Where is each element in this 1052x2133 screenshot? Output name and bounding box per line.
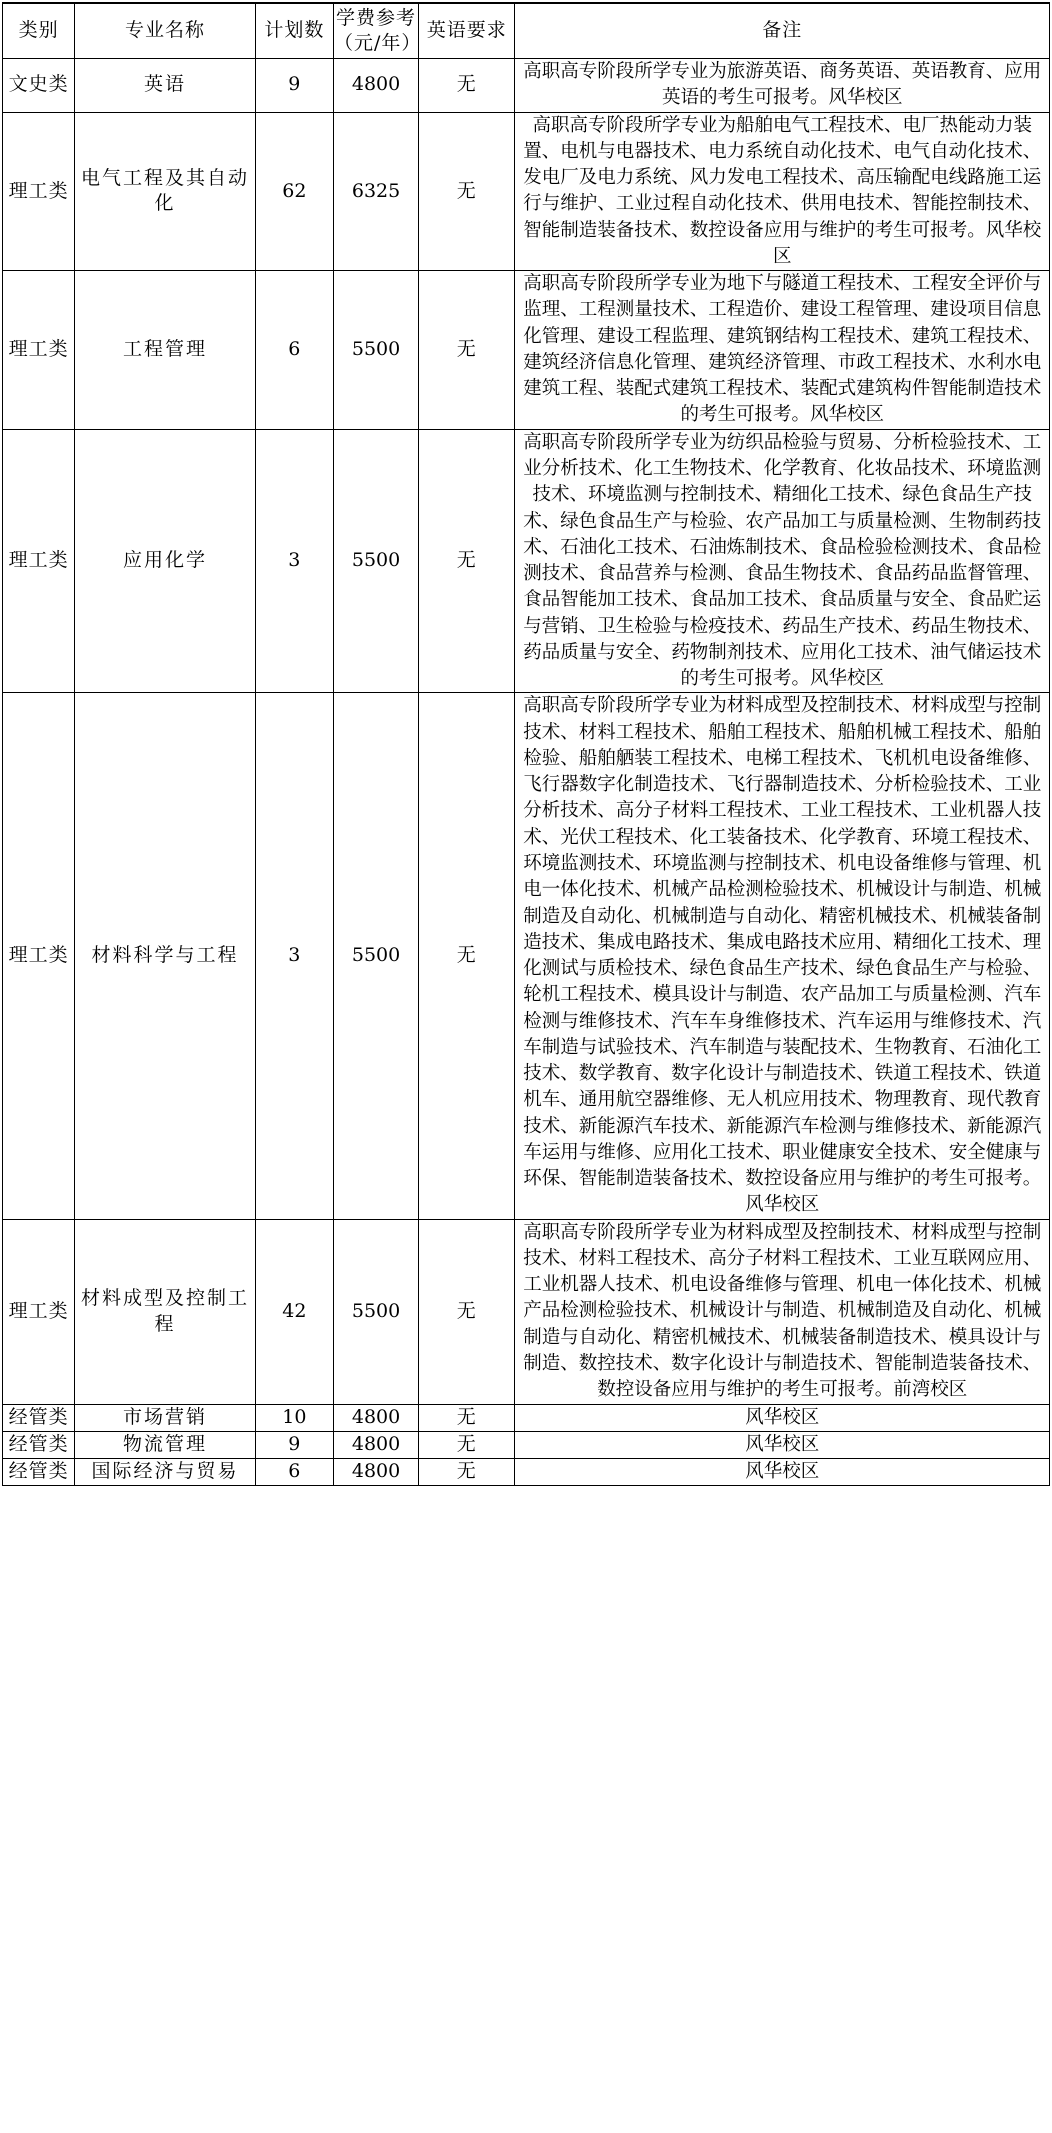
cell-category: 理工类 <box>3 693 75 1219</box>
cell-major: 材料科学与工程 <box>75 693 256 1219</box>
cell-tuition: 5500 <box>333 693 418 1219</box>
cell-remark: 高职高专阶段所学专业为船舶电气工程技术、电厂热能动力装置、电机与电器技术、电力系统自动化技术、电气自动化技术、发电厂及电力系统、风力发电工程技术、高压输配电线路施工运行与维护、工业过程自动化技术、供用电技术、智能控制技术、智能制造装备技术、数控设备应用与维护的考生可报考。风华校区 <box>515 112 1050 271</box>
table-row <box>3 1219 1050 1404</box>
cell-english: 无 <box>419 429 515 693</box>
cell-major: 工程管理 <box>75 271 256 430</box>
cell-english: 无 <box>419 1404 515 1431</box>
cell-english: 无 <box>419 1459 515 1486</box>
cell-plan: 9 <box>255 1431 333 1458</box>
cell-english: 无 <box>419 112 515 271</box>
column-header-remark: 备注 <box>515 3 1050 59</box>
table-row <box>3 1431 1050 1458</box>
cell-remark: 高职高专阶段所学专业为纺织品检验与贸易、分析检验技术、工业分析技术、化工生物技术、化学教育、化妆品技术、环境监测技术、环境监测与控制技术、精细化工技术、绿色食品生产技术、绿色食品生产与检验、农产品加工与质量检测、生物制药技术、石油化工技术、石油炼制技术、食品检验检测技术、食品检测技术、食品营养与检测、食品生物技术、食品药品监督管理、食品智能加工技术、食品加工技术、食品质量与安全、食品贮运与营销、卫生检验与检疫技术、药品生产技术、药品生物技术、药品质量与安全、药物制剂技术、应用化工技术、油气储运技术的考生可报考。风华校区 <box>515 429 1050 693</box>
cell-category: 理工类 <box>3 429 75 693</box>
table-row <box>3 1459 1050 1486</box>
table-row <box>3 271 1050 430</box>
column-header-plan: 计划数 <box>255 3 333 59</box>
column-header-major: 专业名称 <box>75 3 256 59</box>
table-header <box>3 3 1050 59</box>
table-row <box>3 693 1050 1219</box>
table-body <box>3 59 1050 1486</box>
cell-category: 经管类 <box>3 1404 75 1431</box>
cell-major: 市场营销 <box>75 1404 256 1431</box>
cell-remark: 高职高专阶段所学专业为地下与隧道工程技术、工程安全评价与监理、工程测量技术、工程造价、建设工程管理、建设项目信息化管理、建设工程监理、建筑钢结构工程技术、建筑工程技术、建筑经济信息化管理、建筑经济管理、市政工程技术、水利水电建筑工程、装配式建筑工程技术、装配式建筑构件智能制造技术的考生可报考。风华校区 <box>515 271 1050 430</box>
cell-tuition: 4800 <box>333 1459 418 1486</box>
column-header-tuition <box>333 3 422 59</box>
column-header-english: 英语要求 <box>419 3 515 59</box>
cell-plan: 42 <box>255 1219 333 1404</box>
cell-major: 材料成型及控制工程 <box>75 1219 256 1404</box>
table-row <box>3 59 1050 113</box>
table-row <box>3 429 1050 693</box>
cell-category: 经管类 <box>3 1431 75 1458</box>
cell-remark: 风华校区 <box>515 1459 1050 1486</box>
cell-english: 无 <box>419 693 515 1219</box>
cell-english: 无 <box>419 1219 515 1404</box>
column-header-tuition-line2: （元/年） <box>333 32 422 54</box>
cell-tuition: 4800 <box>333 59 418 113</box>
cell-remark: 高职高专阶段所学专业为旅游英语、商务英语、英语教育、应用英语的考生可报考。风华校区 <box>515 59 1050 113</box>
cell-remark: 风华校区 <box>515 1404 1050 1431</box>
cell-tuition: 6325 <box>333 112 418 271</box>
cell-major: 电气工程及其自动化 <box>75 112 256 271</box>
cell-plan: 62 <box>255 112 333 271</box>
cell-remark: 高职高专阶段所学专业为材料成型及控制技术、材料成型与控制技术、材料工程技术、高分子材料工程技术、工业互联网应用、工业机器人技术、机电设备维修与管理、机电一体化技术、机械产品检测检验技术、机械设计与制造、机械制造及自动化、机械制造与自动化、精密机械技术、机械装备制造技术、模具设计与制造、数控技术、数字化设计与制造技术、智能制造装备技术、数控设备应用与维护的考生可报考。前湾校区 <box>515 1219 1050 1404</box>
column-header-tuition-line1: 学费参考 <box>336 7 417 30</box>
cell-category: 文史类 <box>3 59 75 113</box>
cell-plan: 9 <box>255 59 333 113</box>
cell-plan: 6 <box>255 271 333 430</box>
column-header-category: 类别 <box>3 3 75 59</box>
cell-category: 理工类 <box>3 1219 75 1404</box>
cell-tuition: 5500 <box>333 429 418 693</box>
cell-plan: 3 <box>255 693 333 1219</box>
table-row <box>3 1404 1050 1431</box>
table-header-row <box>3 3 1050 59</box>
cell-plan: 10 <box>255 1404 333 1431</box>
cell-category: 经管类 <box>3 1459 75 1486</box>
cell-english: 无 <box>419 271 515 430</box>
cell-major: 物流管理 <box>75 1431 256 1458</box>
admissions-plan-table <box>2 2 1050 1486</box>
cell-tuition: 5500 <box>333 1219 418 1404</box>
cell-tuition: 5500 <box>333 271 418 430</box>
cell-category: 理工类 <box>3 271 75 430</box>
cell-major: 国际经济与贸易 <box>75 1459 256 1486</box>
cell-english: 无 <box>419 59 515 113</box>
cell-tuition: 4800 <box>333 1404 418 1431</box>
cell-remark: 风华校区 <box>515 1431 1050 1458</box>
cell-major: 英语 <box>75 59 256 113</box>
table-row <box>3 112 1050 271</box>
cell-major: 应用化学 <box>75 429 256 693</box>
cell-remark: 高职高专阶段所学专业为材料成型及控制技术、材料成型与控制技术、材料工程技术、船舶工程技术、船舶机械工程技术、船舶检验、船舶舾装工程技术、电梯工程技术、飞机机电设备维修、飞行器数字化制造技术、飞行器制造技术、分析检验技术、工业分析技术、高分子材料工程技术、工业工程技术、工业机器人技术、光伏工程技术、化工装备技术、化学教育、环境工程技术、环境监测技术、环境监测与控制技术、机电设备维修与管理、机电一体化技术、机械产品检测检验技术、机械设计与制造、机械制造及自动化、机械制造与自动化、精密机械技术、机械装备制造技术、集成电路技术、集成电路技术应用、精细化工技术、理化测试与质检技术、绿色食品生产技术、绿色食品生产与检验、轮机工程技术、模具设计与制造、农产品加工与质量检测、汽车检测与维修技术、汽车车身维修技术、汽车运用与维修技术、汽车制造与试验技术、汽车制造与装配技术、生物教育、石油化工技术、数学教育、数字化设计与制造技术、铁道工程技术、铁道机车、通用航空器维修、无人机应用技术、物理教育、现代教育技术、新能源汽车技术、新能源汽车检测与维修技术、新能源汽车运用与维修、应用化工技术、职业健康安全技术、安全健康与环保、智能制造装备技术、数控设备应用与维护的考生可报考。风华校区 <box>515 693 1050 1219</box>
cell-plan: 6 <box>255 1459 333 1486</box>
cell-english: 无 <box>419 1431 515 1458</box>
cell-plan: 3 <box>255 429 333 693</box>
cell-category: 理工类 <box>3 112 75 271</box>
cell-tuition: 4800 <box>333 1431 418 1458</box>
